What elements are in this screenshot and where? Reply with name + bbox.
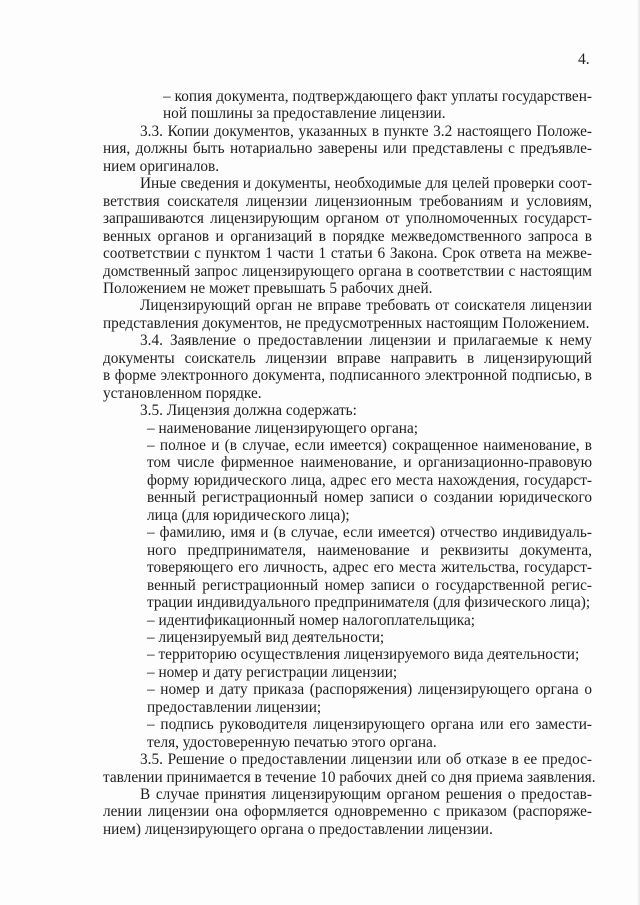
text-line: В случае принятия лицензирующим органом решения о предостав- (140, 786, 592, 803)
text-line: – фамилию, имя и (в случае, если имеется) отчество индивидуаль- (147, 524, 592, 542)
text-line: нием) лицензирующего органа о предоставлении лицензии. (103, 820, 493, 838)
text-line: лении лицензии она оформляется одновременно с приказом (распоряже- (103, 803, 592, 821)
text-line: 3.5. Решение о предоставлении лицензии или об отказе в ее предос- (140, 751, 592, 769)
text-line: теля, удостоверенную печатью этого органа. (147, 733, 437, 751)
text-line: – полное и (в случае, если имеется) сокращенное наименование, в (147, 437, 592, 454)
text-line: запрашиваются лицензирующим органом от уполномоченных государст- (103, 210, 592, 228)
text-line: лица (для юридического лица); (147, 506, 350, 524)
page-number: 4. (578, 51, 590, 68)
text-line: 3.4. Заявление о предоставлении лицензии и прилагаемые к нему (140, 332, 592, 350)
text-line: предоставлении лицензии; (147, 698, 322, 716)
text-line: – номер и дату регистрации лицензии; (147, 663, 398, 681)
text-line: – территорию осуществления лицензируемого вида деятельности; (147, 646, 580, 664)
text-line: домственный запрос лицензирующего органа в соответствии с настоящим (103, 262, 592, 280)
text-line: венных органов и организаций в порядке межведомственного запроса в (103, 227, 592, 245)
text-line: нием оригиналов. (103, 157, 220, 175)
text-line: – наименование лицензирующего органа; (147, 419, 418, 437)
text-line: товеряющего его личность, адрес его места жительства, государст- (147, 559, 592, 577)
text-line: ния, должны быть нотариально заверены или представлены с предъявле- (103, 140, 592, 158)
text-line: тавлении принимается в течение 10 рабочих дней со дня приема заявления. (103, 768, 596, 786)
text-line: – лицензируемый вид деятельности; (147, 628, 385, 646)
text-line: трации индивидуального предпринимателя (для физического лица); (147, 594, 591, 612)
text-line: венный регистрационный номер записи о создании юридического (147, 489, 592, 507)
text-line: ного предпринимателя, наименование и реквизиты документа, (147, 541, 592, 559)
text-line: документы соискатель лицензии вправе направить в лицензирующий (103, 349, 592, 367)
text-line: Иные сведения и документы, необходимые для целей проверки соот- (140, 175, 592, 193)
text-line: представления документов, не предусмотренных настоящим Положением. (103, 314, 590, 332)
text-line: ной пошлины за предоставление лицензии. (163, 105, 446, 123)
text-line: Положением не может превышать 5 рабочих дней. (103, 279, 433, 297)
text-line: 3.3. Копии документов, указанных в пункте 3.2 настоящего Положе- (140, 122, 592, 140)
text-line: – номер и дату приказа (распоряжения) лицензирующего органа о (147, 681, 592, 699)
text-line: форму юридического лица, адрес его места нахождения, государст- (147, 471, 592, 489)
text-line: – идентификационный номер налогоплательщика; (147, 611, 475, 629)
text-line: установленном порядке. (103, 384, 262, 402)
text-line: – подпись руководителя лицензирующего органа или его замести- (147, 716, 592, 734)
text-line: том числе фирменное наименование, и организационно-правовую (147, 454, 592, 472)
text-line: соответствии с пунктом 1 части 1 статьи 6 Закона. Срок ответа на межве- (103, 245, 592, 263)
text-line: в форме электронного документа, подписанного электронной подписью, в (103, 367, 592, 385)
text-line: Лицензирующий орган не вправе требовать от соискателя лицензии (140, 297, 592, 315)
text-line: ветствия соискателя лицензии лицензионным требованиям и условиям, (103, 192, 592, 210)
text-line: – копия документа, подтверждающего факт уплаты государствен- (163, 88, 592, 105)
text-line: 3.5. Лицензия должна содержать: (140, 402, 357, 420)
text-line: венный регистрационный номер записи о государственной регис- (147, 576, 592, 594)
